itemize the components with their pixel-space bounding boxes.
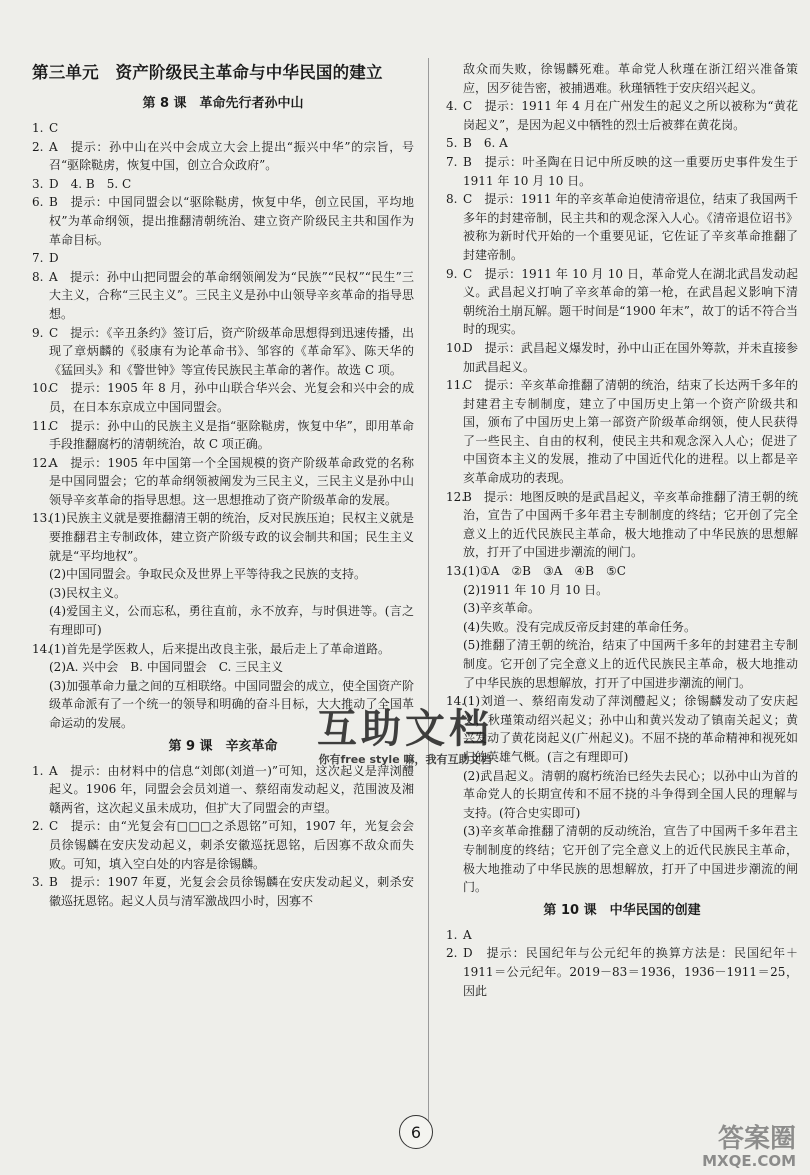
answer-number: 12. <box>446 489 466 504</box>
lesson-8-title: 第 8 课 革命先行者孙中山 <box>142 96 304 111</box>
answer-text: (2)中国同盟会。争取民众及世界上平等待我之民族的支持。 <box>49 567 367 582</box>
answer-text: B 提示：1907 年夏，光复会会员徐锡麟在安庆发动起义，刺杀安徽巡抚恩铭。起义人员与清军激战四小时，因寡不 <box>49 875 414 908</box>
answer-item <box>32 602 414 639</box>
answer-text: (3)加强革命力量之间的互相联络。中国同盟会的成立，使全国资产阶级革命派有了一个统一的领导和明确的奋斗目标，大大推动了全国革命运动的发展。 <box>49 678 415 730</box>
answer-item <box>32 249 414 268</box>
answer-item <box>32 379 414 416</box>
answer-text: B 提示：地图反映的是武昌起义，辛亥革命推翻了清王朝的统治，宣告了中国两千多年君主专制制度的终结；它开创了完全意义上的近代民族民主革命，极大地推动了中华民族的思想解放，打开了中国进步潮流的闸门。 <box>463 489 798 560</box>
answer-number: 13. <box>446 564 466 579</box>
answer-item <box>32 762 414 818</box>
answer-text: C 提示：《辛丑条约》签订后，资产阶级革命思想得到迅速传播，出现了章炳麟的《驳康有为论革命书》、邹容的《革命军》、陈天华的《猛回头》和《警世钟》等宣传民族民主革命的著作。故选 C 项。 <box>49 325 414 377</box>
answer-number: 7. <box>32 251 44 266</box>
answer-text: C 提示：孙中山的民族主义是指“驱除鞑虏，恢复中华”，即用革命手段推翻腐朽的清朝统治，故 C 项正确。 <box>49 418 414 452</box>
answer-item <box>446 599 798 618</box>
unit-title: 第三单元 资产阶级民主革命与中华民国的建立 <box>32 63 383 82</box>
corner-watermark-url: MXQE.COM <box>702 1152 796 1170</box>
answer-item <box>32 417 414 454</box>
answer-text: (5)推翻了清王朝的统治，结束了中国两千多年的封建君主专制制度。它开创了完全意义上的近代民族民主革命，极大地推动了中华民族的思想解放，打开了中国进步潮流的闸门。 <box>463 638 798 690</box>
answer-item <box>446 692 798 766</box>
answer-text: (3)民权主义。 <box>49 585 126 600</box>
answer-item <box>32 119 414 138</box>
answer-number: 1. <box>446 927 458 942</box>
answer-number: 14. <box>32 641 52 656</box>
answer-text: C 提示：辛亥革命推翻了清朝的统治，结束了长达两千多年的封建君主专制制度，建立了中国历史上第一个资产阶级共和国，颁布了中国历史上第一部资产阶级革命纲领，使人民获得了一些民主、自由的权利，使民主共和观念深入人心；促进了中国资本主义的发展，推动了中国近代化的进程。以上都是辛亥革命成功的表现。 <box>463 378 798 486</box>
answer-text: C 提示：1911 年 4 月在广州发生的起义之所以被称为“黄花岗起义”，是因为起义中牺牲的烈士后被葬在黄花岗。 <box>463 99 798 132</box>
answer-number: 4. <box>446 99 458 114</box>
answer-text: (3)辛亥革命。 <box>463 601 540 616</box>
answer-item <box>32 873 414 910</box>
answer-number: 7. <box>446 154 458 169</box>
page-number: 6 <box>399 1115 433 1149</box>
answer-item <box>32 268 414 324</box>
answer-number: 11. <box>446 378 466 393</box>
answer-number: 14. <box>446 694 466 709</box>
answer-number: 8. <box>32 269 44 284</box>
answer-number: 2. <box>32 819 44 834</box>
answer-number: 9. <box>32 325 44 340</box>
answer-item <box>32 454 414 510</box>
lesson-9-items-right <box>446 60 798 897</box>
answer-text: (1)民族主义就是要推翻清王朝的统治，反对民族压迫；民权主义就是要推翻君主专制政体，建立资产阶级专政的议会制共和国；民生主义就是“平均地权”。 <box>49 511 415 563</box>
answer-text: C <box>49 121 59 135</box>
answer-item <box>446 926 798 945</box>
answer-text: (2)武昌起义。清朝的腐朽统治已经失去民心；以孙中山为首的革命党人的长期宣传和不屈不挠的斗争得到全国人民的理解与支持。(符合史实即可) <box>463 768 798 820</box>
answer-text: D 提示：武昌起义爆发时，孙中山正在国外筹款，并未直接参加武昌起义。 <box>463 340 798 374</box>
answer-item <box>32 175 414 194</box>
answer-item <box>32 817 414 873</box>
answer-text: C 提示：1911 年 10 月 10 日，革命党人在湖北武昌发动起义。武昌起义打响了辛亥革命的第一枪，在武昌起义影响下清朝统治土崩瓦解。题干时间是“1900 年末”，故丁的话不符合当时的现实。 <box>463 266 798 337</box>
answer-item <box>446 60 798 97</box>
lesson-9-items-left <box>32 762 414 911</box>
answer-text: A 提示：孙中山把同盟会的革命纲领阐发为“民族”“民权”“民生”三大主义，合称“三民主义”。三民主义是孙中山领导辛亥革命的指导思想。 <box>49 269 414 321</box>
answer-item <box>446 376 798 488</box>
answer-item <box>446 265 798 339</box>
lesson-10-title: 第 10 课 中华民国的创建 <box>543 902 701 918</box>
corner-watermark-logo: 答案圈 <box>717 1124 796 1154</box>
answer-text: (1)首先是学医救人，后来提出改良主张，最后走上了革命道路。 <box>49 641 391 656</box>
answer-text: B 提示：中国同盟会以“驱除鞑虏，恢复中华，创立民国，平均地权”为革命纲领，提出推翻清朝统治、建立资产阶级民主共和国作为革命目标。 <box>49 195 414 247</box>
corner-watermark <box>702 1125 796 1169</box>
answer-number: 2. <box>446 946 458 961</box>
answer-item <box>32 640 414 659</box>
answer-item <box>32 509 414 565</box>
answer-number: 1. <box>32 763 44 778</box>
answer-item <box>32 584 414 603</box>
lesson-10-items <box>446 926 798 1000</box>
answer-number: 6. <box>32 195 44 210</box>
answer-item <box>446 190 798 264</box>
answer-text: (1)刘道一、蔡绍南发动了萍浏醴起义；徐锡麟发动了安庆起义，秋瑾策动绍兴起义；孙中山和黄兴发动了镇南关起义；黄兴发动了黄花岗起义(广州起义)。不屈不挠的革命精神和视死如归的英雄气概。(言之有理即可) <box>463 694 798 764</box>
answer-text: C 提示：1911 年的辛亥革命迫使清帝退位，结束了我国两千多年的封建帝制，民主共和的观念深入人心。《清帝退位诏书》被称为新时代开始的一个重要见证，它佐证了辛亥革命推翻了封建帝制。 <box>463 192 798 262</box>
answer-number: 9. <box>446 266 458 281</box>
answer-item <box>446 636 798 692</box>
answer-number: 8. <box>446 192 458 207</box>
answer-text: 敌众而失败，徐锡麟死难。革命党人秋瑾在浙江绍兴准备策应，因歹徒告密，被捕遇难。秋瑾牺牲于安庆绍兴起义。 <box>463 62 798 95</box>
answer-item <box>32 324 414 380</box>
answer-text: B 提示：叶圣陶在日记中所反映的这一重要历史事件发生于 1911 年 10 月 10 日。 <box>463 154 798 188</box>
answer-number: 13. <box>32 511 52 526</box>
answer-text: C 提示：由“光复会有□□□之杀恩铭”可知，1907 年，光复会会员徐锡麟在安庆发动起义，刺杀安徽巡抚恩铭，后因寡不敌众而失败。可知，填入空白处的内容是徐锡麟。 <box>49 819 414 871</box>
answer-text: A <box>463 927 472 942</box>
answer-item <box>446 134 798 153</box>
answer-number: 10. <box>32 381 52 396</box>
watermark-slogan: 你有free style 嘛，我有互助文档 <box>318 753 492 766</box>
answer-number: 2. <box>32 139 44 154</box>
answer-item <box>32 193 414 249</box>
answer-item <box>446 97 798 134</box>
answer-number: 10. <box>446 340 466 355</box>
answer-item <box>446 822 798 896</box>
answer-text: D 4. B 5. C <box>49 176 132 191</box>
answer-text: (3)辛亥革命推翻了清朝的反动统治，宣告了中国两千多年君主专制制度的终结；它开创了完全意义上的近代民族民主革命，极大地推动了中华民族的思想解放，打开了中国进步潮流的闸门。 <box>463 824 798 895</box>
answer-item <box>32 658 414 677</box>
answer-text: A 提示：孙中山在兴中会成立大会上提出“振兴中华”的宗旨，号召“驱除鞑虏，恢复中国，创立合众政府”。 <box>49 139 414 173</box>
answer-number: 12. <box>32 455 52 470</box>
answer-item <box>446 581 798 600</box>
answer-number: 5. <box>446 136 458 151</box>
answer-item <box>446 153 798 190</box>
right-column <box>446 60 798 1000</box>
answer-text: B 6. A <box>463 136 508 151</box>
lesson-8-items <box>32 119 414 733</box>
answer-text: C 提示：1905 年 8 月，孙中山联合华兴会、光复会和兴中会的成员，在日本东京成立中国同盟会。 <box>49 381 414 414</box>
answer-number: 11. <box>32 418 52 433</box>
answer-item <box>446 562 798 581</box>
answer-text: (4)失败。没有完成反帝反封建的革命任务。 <box>463 619 696 634</box>
answer-item <box>32 565 414 584</box>
answer-item <box>32 138 414 175</box>
answer-text: A 提示：由材料中的信息“刘郎(刘道一)”可知，这次起义是萍浏醴起义。1906 年，同盟会会员刘道一、蔡绍南发动起义，范围波及湘赣两省，这次起义虽未成功，但扩大了同盟会的声望。 <box>49 763 414 815</box>
answer-item <box>446 767 798 823</box>
watermark-title: 互助文档 <box>317 706 493 752</box>
answer-number: 3. <box>32 875 44 890</box>
left-column <box>32 60 414 910</box>
answer-text: D 提示：民国纪年与公元纪年的换算方法是：民国纪年＋1911＝公元纪年。2019－83＝1936，1936－1911＝25，因此 <box>463 946 798 998</box>
answer-text: (4)爱国主义，公而忘私，勇往直前，永不放弃，与时俱进等。(言之有理即可) <box>49 604 414 638</box>
answer-item <box>446 339 798 376</box>
answer-text: A 提示：1905 年中国第一个全国规模的资产阶级革命政党的名称是中国同盟会；它的革命纲领被阐发为三民主义，三民主义是孙中山领导辛亥革命的指导思想。这一思想推动了资产阶级革命的发展。 <box>49 455 414 507</box>
answer-item <box>446 618 798 637</box>
answer-item <box>446 944 798 1000</box>
answer-text: D <box>49 251 59 266</box>
answer-item <box>32 677 414 733</box>
answer-number: 1. <box>32 121 44 135</box>
answer-text: (2)A. 兴中会 B. 中国同盟会 C. 三民主义 <box>49 660 284 675</box>
lesson-9-title: 第 9 课 辛亥革命 <box>168 738 278 754</box>
answer-text: (2)1911 年 10 月 10 日。 <box>463 582 609 597</box>
answer-item <box>446 488 798 562</box>
answer-text: (1)①A ②B ③A ④B ⑤C <box>463 564 626 579</box>
answer-number: 3. <box>32 176 44 191</box>
column-divider <box>428 58 429 1138</box>
